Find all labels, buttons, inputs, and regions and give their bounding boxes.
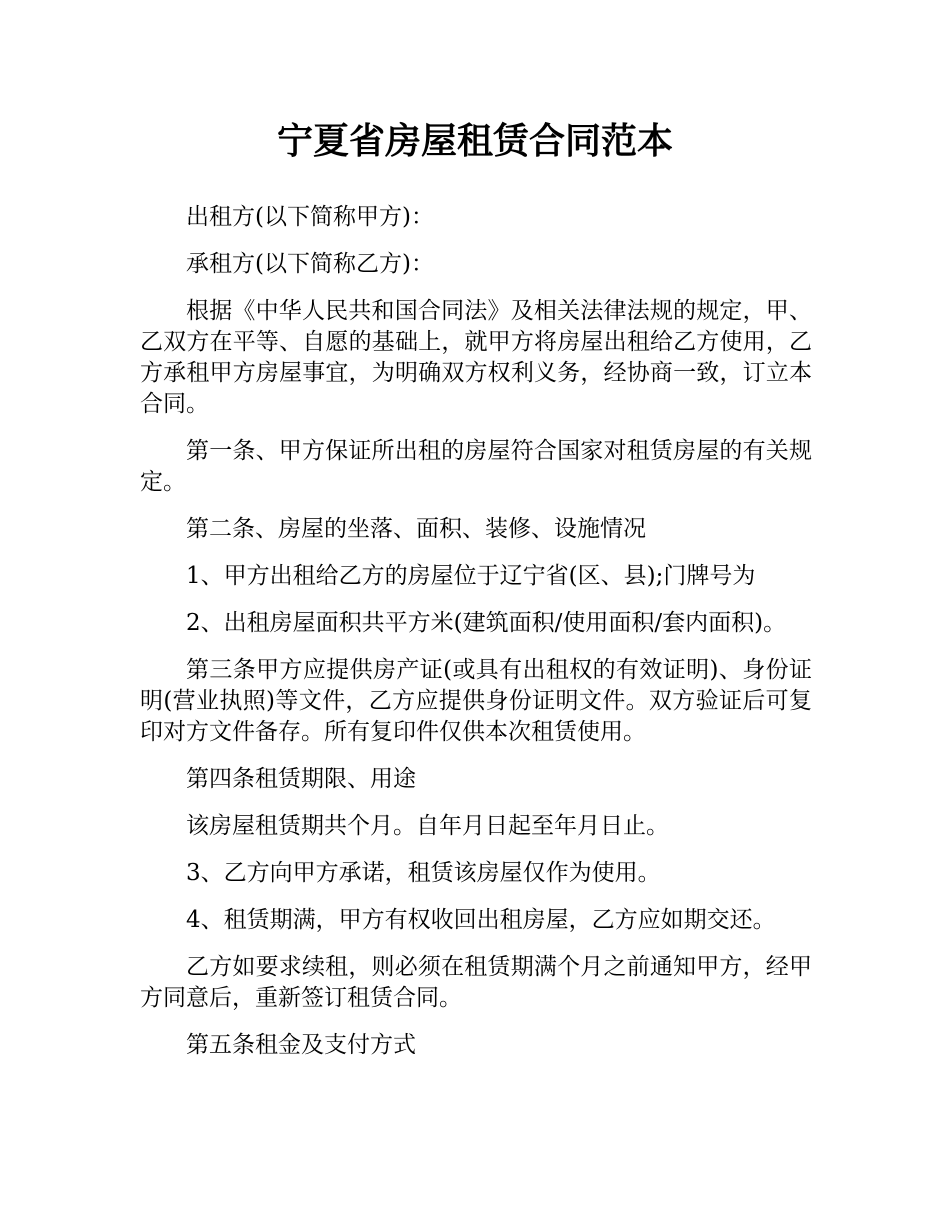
paragraph-article-1: 第一条、甲方保证所出租的房屋符合国家对租赁房屋的有关规定。 [140, 438, 812, 495]
document-body [140, 202, 812, 1077]
document-title: 宁夏省房屋租赁合同范本 [276, 121, 673, 162]
paragraph-article-3: 第三条甲方应提供房产证(或具有出租权的有效证明)、身份证明(营业执照)等文件，乙方应提供身份证明文件。双方验证后可复印对方文件备存。所有复印件仅供本次租赁使用。 [140, 657, 812, 745]
paragraph-article-2: 第二条、房屋的坐落、面积、装修、设施情况 [186, 516, 646, 542]
paragraph-article-4: 第四条租赁期限、用途 [186, 766, 416, 792]
paragraph-lessee: 承租方(以下简称乙方)： [186, 251, 434, 277]
paragraph-item-4: 4、租赁期满，甲方有权收回出租房屋，乙方应如期交还。 [186, 907, 776, 933]
paragraph-lease-term: 该房屋租赁期共个月。自年月日起至年月日止。 [186, 813, 669, 839]
paragraph-item-2: 2、出租房屋面积共平方米(建筑面积/使用面积/套内面积)。 [186, 610, 787, 636]
paragraph-item-1: 1、甲方出租给乙方的房屋位于辽宁省(区、县);门牌号为 [186, 563, 756, 589]
paragraph-lessor: 出租方(以下简称甲方)： [186, 204, 434, 230]
paragraph-item-3: 3、乙方向甲方承诺，租赁该房屋仅作为使用。 [186, 860, 661, 886]
paragraph-renewal: 乙方如要求续租，则必须在租赁期满个月之前通知甲方，经甲方同意后，重新签订租赁合同。 [140, 954, 812, 1011]
paragraph-preamble: 根据《中华人民共和国合同法》及相关法律法规的规定，甲、乙双方在平等、自愿的基础上，就甲方将房屋出租给乙方使用，乙方承租甲方房屋事宜，为明确双方权利义务，经协商一致，订立本合同。 [140, 298, 812, 417]
paragraph-article-5: 第五条租金及支付方式 [186, 1032, 416, 1058]
